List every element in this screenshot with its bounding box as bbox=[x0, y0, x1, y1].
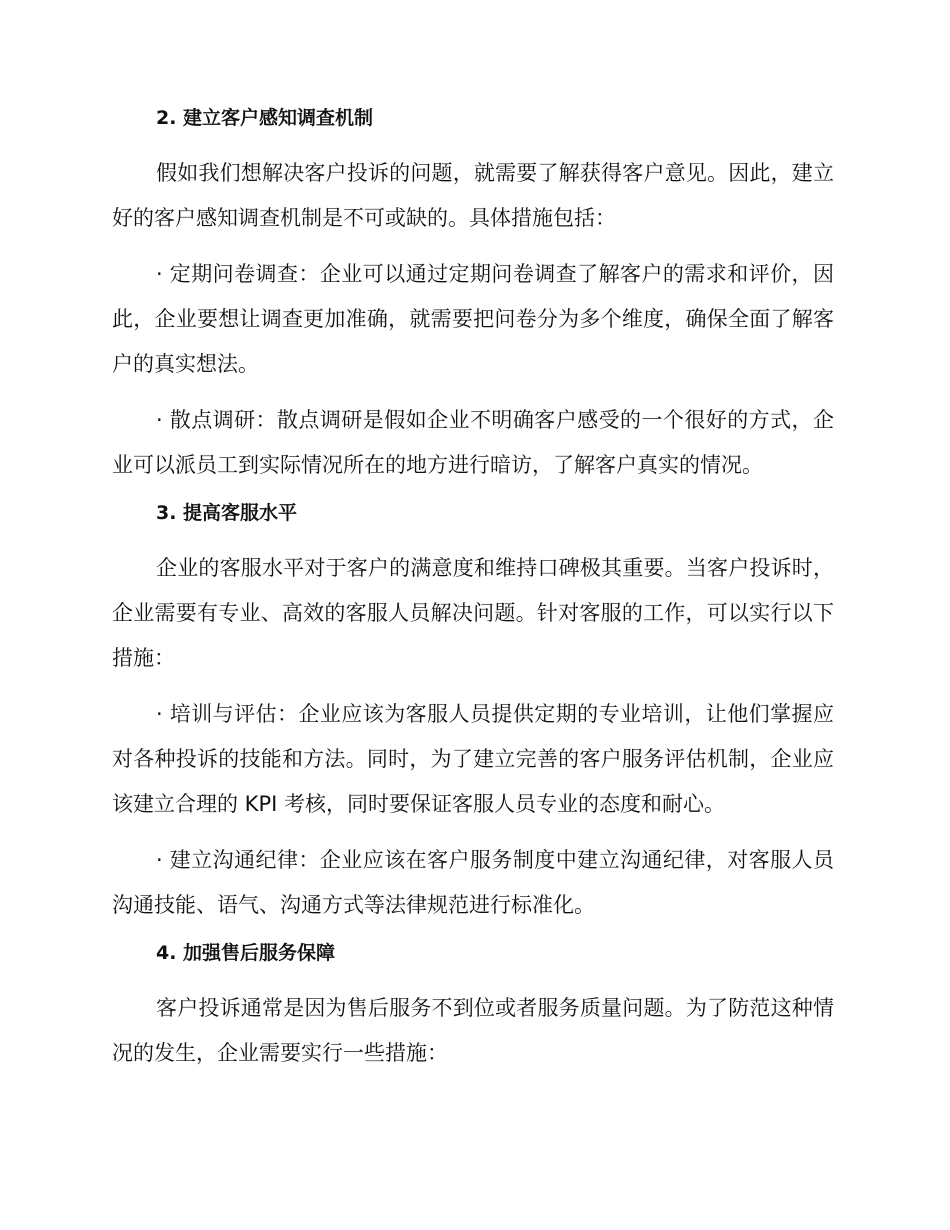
section-heading: 4. 加强售后服务保障 bbox=[156, 942, 336, 964]
document-page bbox=[112, 104, 834, 1087]
bullet-paragraph: · 散点调研：散点调研是假如企业不明确客户感受的一个很好的方式，企业可以派员工到实际情况所在的地方进行暗访，了解客户真实的情况。 bbox=[112, 408, 834, 477]
bullet-paragraph: · 定期问卷调查：企业可以通过定期问卷调查了解客户的需求和评价，因此，企业要想让调查更加准确，就需要把问卷分为多个维度，确保全面了解客户的真实想法。 bbox=[112, 262, 834, 376]
paragraph: 假如我们想解决客户投诉的问题，就需要了解获得客户意见。因此，建立好的客户感知调查机制是不可或缺的。具体措施包括： bbox=[112, 161, 834, 230]
section-heading: 2. 建立客户感知调查机制 bbox=[156, 107, 374, 129]
paragraph: 企业的客服水平对于客户的满意度和维持口碑极其重要。当客户投诉时，企业需要有专业、高效的客服人员解决问题。针对客服的工作，可以实行以下措施： bbox=[112, 556, 834, 670]
paragraph: 客户投诉通常是因为售后服务不到位或者服务质量问题。为了防范这种情况的发生，企业需要实行一些措施： bbox=[112, 996, 834, 1065]
section-heading: 3. 提高客服水平 bbox=[156, 502, 298, 524]
bullet-paragraph: · 建立沟通纪律：企业应该在客户服务制度中建立沟通纪律，对客服人员沟通技能、语气、沟通方式等法律规范进行标准化。 bbox=[112, 848, 834, 917]
bullet-paragraph: · 培训与评估：企业应该为客服人员提供定期的专业培训，让他们掌握应对各种投诉的技能和方法。同时，为了建立完善的客户服务评估机制，企业应该建立合理的 KPI 考核，同时要保证客服人员专业的态度和耐心。 bbox=[112, 702, 834, 816]
